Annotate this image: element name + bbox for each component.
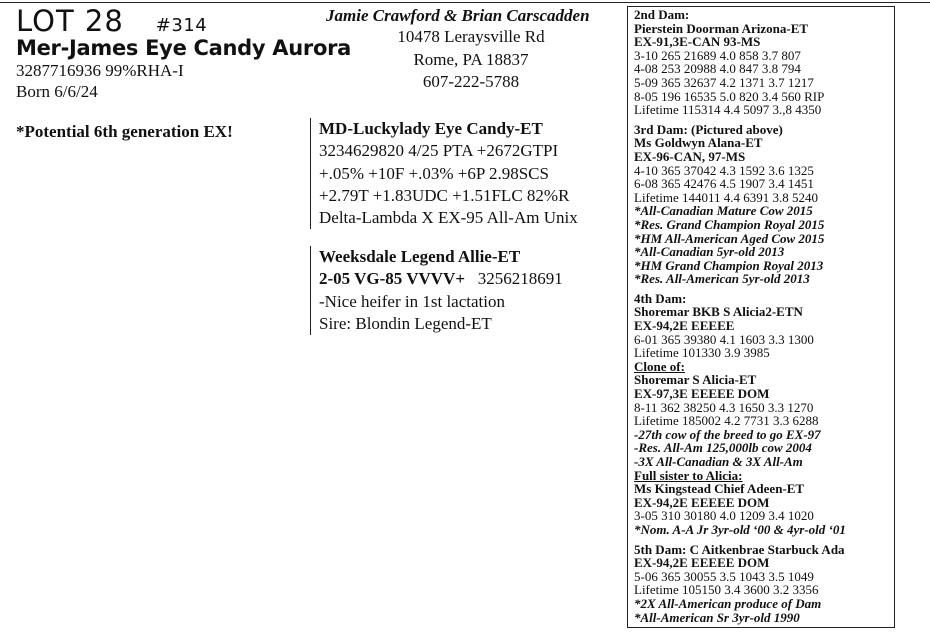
record-line: 8-05 196 16535 5.0 820 3.4 560 RIP [634,88,825,104]
honor-line: *2X All-American produce of Dam [634,595,822,611]
consignor-phone: 607-222-5788 [422,72,520,91]
honor-line: *All-Canadian Mature Cow 2015 [634,203,813,219]
honor-line: -27th cow of the breed to go EX-97 [634,426,821,442]
fourth-dam-name: Shoremar BKB S Alicia2-ETN [634,304,803,320]
full-sister-name: Ms Kingstead Chief Adeen-ET [634,481,805,497]
lot-line [16,4,306,38]
lot-header [16,4,351,142]
full-sister-header: Full sister to Alicia: [634,467,743,483]
honor-line: *HM Grand Champion Royal 2013 [634,257,824,273]
second-dam-name: Pierstein Doorman Arizona-ET [634,20,809,36]
third-dam-header: 3rd Dam: (Pictured above) [634,121,783,137]
honor-line: *Res. Grand Champion Royal 2015 [634,216,825,232]
record-line: 6-01 365 39380 4.1 1603 3.3 1300 [634,331,814,347]
sire-line: +.05% +10F +.03% +6P 2.98SCS [319,163,549,183]
dam-line: -Nice heifer in 1st lactation [319,291,505,311]
animal-birthdate: Born 6/6/24 [16,82,98,101]
record-line: Lifetime 105150 3.4 3600 3.2 3356 [634,582,819,598]
animal-note: *Potential 6th generation EX! [16,122,233,141]
honor-line: *Nom. A-A Jr 3yr-old ‘00 & 4yr-old ‘01 [634,521,846,537]
dam-score: 2-05 VG-85 VVVV+ [319,269,466,289]
record-line: 5-06 365 30055 3.5 1043 3.5 1049 [634,568,814,584]
consignor-block [318,6,614,94]
honor-line: -Res. All-Am 125,000lb cow 2004 [634,440,812,456]
record-line: Lifetime 144011 4.4 6391 3.8 5240 [634,189,819,205]
sire-line: 3234629820 4/25 PTA +2672GTPI [319,141,559,161]
sire-line: +2.79T +1.83UDC +1.51FLC 82%R [319,185,570,205]
third-dam-name: Ms Goldwyn Alana-ET [634,135,763,151]
honor-line: *All-Canadian 5yr-old 2013 [634,244,785,260]
fourth-dam-class: EX-94,2E EEEEE [634,318,735,334]
clone-header: Clone of: [634,358,685,374]
second-dam-header: 2nd Dam: [634,7,690,22]
top-rule [0,2,930,3]
fifth-dam-header: 5th Dam: C Aitkenbrae Starbuck Ada [634,541,845,557]
animal-name: Mer-James Eye Candy Aurora [16,36,351,60]
record-line: 3-05 310 30180 4.0 1209 3.4 1020 [634,508,814,524]
record-line: 3-10 265 21689 4.0 858 3.7 807 [634,47,801,63]
third-dam-class: EX-96-CAN, 97-MS [634,148,746,164]
consignor-names: Jamie Crawford & Brian Carscadden [326,6,590,25]
fourth-dam-header: 4th Dam: [634,290,687,306]
dam-registration: 3256218691 [477,269,563,289]
record-line: Lifetime 185002 4.2 7731 3.3 6288 [634,413,819,429]
full-sister-class: EX-94,2E EEEEE DOM [634,494,770,510]
dam-line: Sire: Blondin Legend-ET [319,313,492,333]
record-line: Lifetime 101330 3.9 3985 [634,345,770,361]
record-line: 4-10 365 37042 4.3 1592 3.6 1325 [634,162,814,178]
consignor-city: Rome, PA 18837 [413,49,529,69]
clone-class: EX-97,3E EEEEE DOM [634,386,770,402]
second-dam-class: EX-91,3E-CAN 93-MS [634,34,761,50]
lot-label: LOT 28 [16,4,124,38]
record-line: Lifetime 115314 4.4 5097 3.,8 4350 [634,102,822,118]
animal-registration: 3287716936 99%RHA-I [16,61,184,80]
clone-name: Shoremar S Alicia-ET [634,372,757,388]
honor-line: *All-American Sr 3yr-old 1990 [634,609,800,625]
record-line: 4-08 253 20988 4.0 847 3.8 794 [634,61,801,77]
dam-name: Weeksdale Legend Allie-ET [319,247,521,266]
lot-number: #314 [155,15,208,36]
record-line: 6-08 365 42476 4.5 1907 3.4 1451 [634,176,814,192]
dam-score-line [319,268,619,290]
fifth-dam-class: EX-94,2E EEEEE DOM [634,555,770,571]
pedigree-box [627,6,895,628]
sire-name: MD-Luckylady Eye Candy-ET [319,119,543,138]
sire-block [310,118,619,229]
record-line: 8-11 362 38250 4.3 1650 3.3 1270 [634,399,814,415]
dam-block [310,246,619,335]
honor-line: *HM All-American Aged Cow 2015 [634,230,825,246]
honor-line: *Res. All-American 5yr-old 2013 [634,271,810,287]
consignor-street: 10478 Leraysville Rd [397,27,545,46]
honor-line: -3X All-Canadian & 3X All-Am [634,454,803,469]
record-line: 5-09 365 32637 4.2 1371 3.7 1217 [634,74,814,90]
sire-line: Delta-Lambda X EX-95 All-Am Unix [319,208,578,228]
